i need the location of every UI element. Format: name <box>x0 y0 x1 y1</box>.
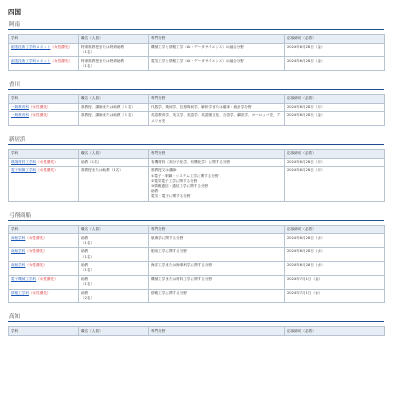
position-cell <box>79 289 149 303</box>
column-header: 職名（人員） <box>79 327 149 336</box>
position-text: 准教授、講師または助教（１名） <box>81 113 135 118</box>
table-row <box>9 289 385 303</box>
column-header: 応募締切（必着） <box>285 225 385 234</box>
position-text: 准教授または助教（1名） <box>81 168 123 173</box>
field-text: 航海学に関する分野 <box>151 235 184 240</box>
table-row <box>9 158 385 167</box>
header-row <box>9 150 385 159</box>
deadline-cell: 2024年6月28日（金） <box>285 112 385 126</box>
priority-note: （女性優先） <box>36 168 58 173</box>
table-row <box>9 167 385 202</box>
department-cell <box>9 289 79 303</box>
column-header: 職名（人員） <box>79 95 149 104</box>
position-cell <box>79 234 149 248</box>
field-cell <box>149 167 285 202</box>
column-header: 応募締切（必着） <box>285 35 385 44</box>
department-cell <box>9 57 79 71</box>
table-header <box>9 150 385 159</box>
deadline-cell: 2024年6月28日（金） <box>285 57 385 71</box>
position-text: 准教授、講師または助教（１名） <box>81 104 135 109</box>
field-text: ②電気電子工学に関する分野 <box>151 178 198 183</box>
deadline-cell: 2024年7月1日（水） <box>285 289 385 303</box>
field-text: 英語教育学、英文学、英語学、英語圏文化、言語学、翻訳学、ヨーロッパ史、アメリカ史 <box>151 113 281 123</box>
position-text: 助教 <box>81 235 89 240</box>
department-link[interactable]: 環境材料工学科 <box>11 159 37 164</box>
field-text: 准教授又は講師： <box>151 168 180 173</box>
field-cell <box>149 112 285 126</box>
department-link[interactable]: 商船学科 <box>11 235 26 240</box>
priority-note: （女性優先） <box>25 249 47 254</box>
field-text: 舶用工学に関する分野 <box>151 249 187 254</box>
recruitment-table <box>8 149 385 202</box>
position-cell <box>79 103 149 112</box>
position-text: （1名） <box>81 49 95 54</box>
school-sections <box>8 21 384 336</box>
field-text: 情報工学に関する分野 <box>151 290 187 295</box>
field-cell <box>149 234 285 248</box>
field-text: 有機材料（高分子化学、有機化学）に関する分野 <box>151 159 231 164</box>
deadline-cell: 2024年6月28日（月） <box>285 167 385 202</box>
priority-note: （女性優先） <box>25 235 47 240</box>
recruitment-table <box>8 34 385 71</box>
field-text: 機械工学または材料工学に関する分野 <box>151 276 213 281</box>
table-row <box>9 57 385 71</box>
column-header: 職名（人員） <box>79 225 149 234</box>
position-text: 特命准教授または特命助教 <box>81 58 125 63</box>
position-cell <box>79 248 149 262</box>
recruitment-table <box>8 225 385 303</box>
school-section <box>8 21 384 71</box>
field-cell <box>149 103 285 112</box>
priority-note: （女性優先） <box>36 159 58 164</box>
position-text: （1名） <box>81 254 95 259</box>
field-text: 機械工学と情報工学（AI・データサイエンス）の融合分野 <box>151 44 244 49</box>
field-cell <box>149 158 285 167</box>
priority-note: （女性優先） <box>28 290 51 295</box>
deadline-cell: 2024年6月28日（月） <box>285 158 385 167</box>
deadline-cell: 2024年6月28日（水） <box>285 234 385 248</box>
priority-note: （女性優先） <box>28 104 51 109</box>
field-text: 代数学、幾何学、位相幾何学、解析学または確率・統計学分野 <box>151 104 252 109</box>
table-header <box>9 225 385 234</box>
column-header: 応募締切（必着） <box>285 327 385 336</box>
department-link[interactable]: 商船学科 <box>11 263 26 268</box>
table-row <box>9 103 385 112</box>
table-row <box>9 261 385 275</box>
department-link[interactable]: 一般教育科 <box>11 104 29 109</box>
column-header: 学科 <box>9 327 79 336</box>
position-cell <box>79 112 149 126</box>
department-link[interactable]: 情報工学科 <box>11 290 29 295</box>
header-row <box>9 225 385 234</box>
department-cell <box>9 261 79 275</box>
position-text: 特命准教授または特命助教 <box>81 44 125 49</box>
deadline-cell: 2024年7月1日（金） <box>285 275 385 289</box>
department-link[interactable]: 創造技術工学科ロボット <box>11 58 51 63</box>
priority-note: （女性優先） <box>28 113 51 118</box>
column-header: 専門分野 <box>149 95 285 104</box>
column-header: 専門分野 <box>149 225 285 234</box>
school-section <box>8 313 384 336</box>
table-row <box>9 275 385 289</box>
department-cell <box>9 248 79 262</box>
column-header: 学科 <box>9 35 79 44</box>
field-text: ①電子・制御・システム工学に関する分野 <box>151 173 219 178</box>
position-cell <box>79 57 149 71</box>
position-text: （1名） <box>81 63 95 68</box>
priority-note: （女性優先） <box>50 44 73 49</box>
column-header: 学科 <box>9 95 79 104</box>
header-row <box>9 95 385 104</box>
department-link[interactable]: 一般教育科 <box>11 113 29 118</box>
position-text: 助教 <box>81 263 89 268</box>
field-text: 電気・電子に関する分野 <box>151 194 191 199</box>
position-cell <box>79 275 149 289</box>
school-section <box>8 212 384 303</box>
deadline-cell: 2024年6月28日（金） <box>285 43 385 57</box>
column-header: 職名（人員） <box>79 35 149 44</box>
field-cell <box>149 43 285 57</box>
field-cell <box>149 57 285 71</box>
field-text: 電気工学と情報工学（AI・データサイエンス）の融合分野 <box>151 58 244 63</box>
priority-note: （女性優先） <box>25 263 47 268</box>
position-text: （1名） <box>81 240 95 245</box>
deadline-cell: 2024年6月28日（月） <box>285 103 385 112</box>
field-text: 助教： <box>151 189 162 194</box>
column-header: 専門分野 <box>149 35 285 44</box>
field-cell <box>149 275 285 289</box>
school-name: 高知 <box>8 313 384 322</box>
recruitment-table <box>8 326 385 336</box>
school-name: 香川 <box>8 81 384 90</box>
recruitment-table <box>8 94 385 126</box>
header-row <box>9 327 385 336</box>
department-cell <box>9 43 79 57</box>
department-cell <box>9 158 79 167</box>
priority-note: （女性優先） <box>50 58 73 63</box>
region-title: 四国 <box>8 8 21 16</box>
department-link[interactable]: 商船学科 <box>11 249 26 254</box>
position-text: 助教（1名） <box>81 159 102 164</box>
position-text: 助教 <box>81 276 89 281</box>
table-row <box>9 112 385 126</box>
column-header: 専門分野 <box>149 327 285 336</box>
school-section <box>8 81 384 126</box>
department-link[interactable]: 電子機械工学科 <box>11 276 37 281</box>
table-header <box>9 95 385 104</box>
column-header: 学科 <box>9 225 79 234</box>
school-name: 新居浜 <box>8 136 384 145</box>
column-header: 応募締切（必着） <box>285 150 385 159</box>
deadline-cell: 2024年6月28日（水） <box>285 261 385 275</box>
column-header: 専門分野 <box>149 150 285 159</box>
recruitment-list <box>8 8 384 346</box>
deadline-cell: 2024年6月28日（水） <box>285 248 385 262</box>
position-text: 助教 <box>81 290 89 295</box>
position-text: 助教 <box>81 249 89 254</box>
field-cell <box>149 289 285 303</box>
table-header <box>9 327 385 336</box>
department-link[interactable]: 電子制御工学科 <box>11 168 37 173</box>
school-name: 弓削商船 <box>8 212 384 221</box>
field-cell <box>149 248 285 262</box>
department-link[interactable]: 創造技術工学科ロボット <box>11 44 51 49</box>
position-cell <box>79 158 149 167</box>
table-row <box>9 234 385 248</box>
column-header: 応募締切（必着） <box>285 95 385 104</box>
position-cell <box>79 261 149 275</box>
position-text: （1名） <box>81 268 95 273</box>
department-cell <box>9 112 79 126</box>
department-cell <box>9 234 79 248</box>
priority-note: （女性優先） <box>36 276 58 281</box>
position-text: （2名） <box>81 295 95 300</box>
field-text: 海洋工学または海事科学に関する分野 <box>151 263 213 268</box>
position-cell <box>79 167 149 202</box>
column-header: 学科 <box>9 150 79 159</box>
table-header <box>9 35 385 44</box>
position-cell <box>79 43 149 57</box>
department-cell <box>9 275 79 289</box>
header-row <box>9 35 385 44</box>
field-text: ③情報通信・通信工学に関する分野 <box>151 184 209 189</box>
column-header: 職名（人員） <box>79 150 149 159</box>
table-row <box>9 43 385 57</box>
field-cell <box>149 261 285 275</box>
school-section <box>8 136 384 202</box>
table-row <box>9 248 385 262</box>
department-cell <box>9 167 79 202</box>
position-text: （1名） <box>81 282 95 287</box>
school-name: 阿南 <box>8 21 384 30</box>
department-cell <box>9 103 79 112</box>
